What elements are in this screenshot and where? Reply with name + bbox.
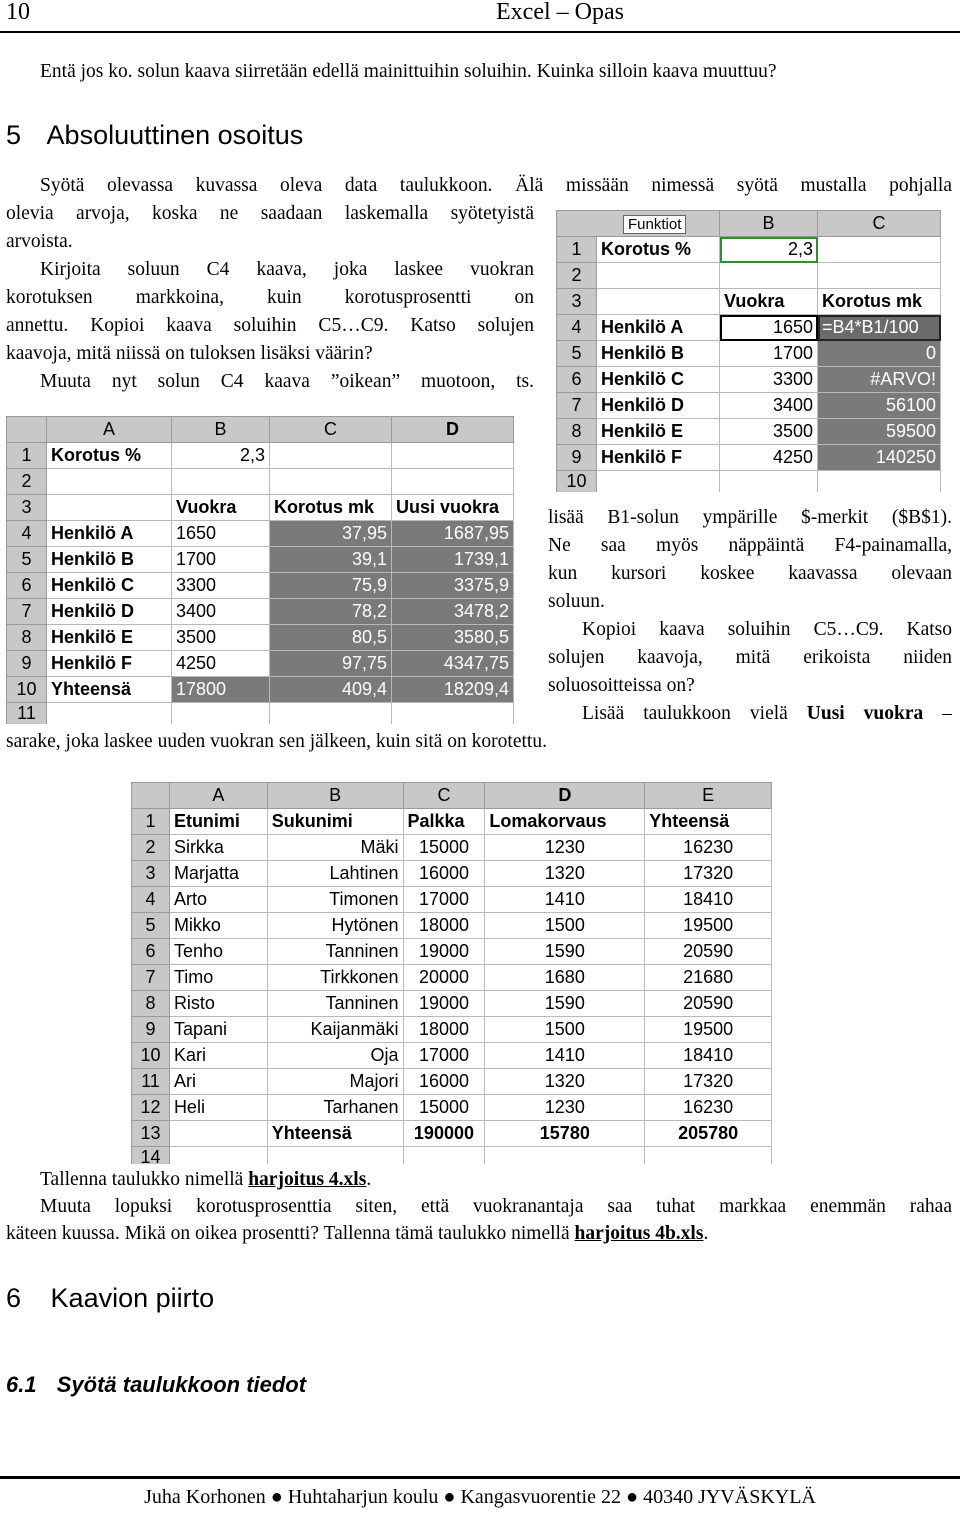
cell[interactable]: =B4*B1/100	[818, 315, 941, 341]
s5-r8-bold: Uusi vuokra	[806, 703, 924, 724]
cell[interactable]: 4250	[172, 651, 270, 677]
cell[interactable]: 1590	[485, 991, 645, 1017]
select-all-corner[interactable]	[132, 783, 170, 809]
col-header-A[interactable]: A	[47, 417, 172, 443]
row-header[interactable]: 14	[132, 1147, 170, 1165]
section-title: Absoluuttinen osoitus	[46, 120, 304, 150]
cell[interactable]: 1739,1	[392, 547, 514, 573]
row-header[interactable]: 5	[557, 341, 597, 367]
bullet-icon: ●	[443, 1486, 461, 1508]
cell[interactable]: 140250	[818, 445, 941, 471]
table-row	[7, 677, 514, 703]
row-header[interactable]: 1	[7, 443, 47, 469]
cell[interactable]: 1500	[485, 913, 645, 939]
cell[interactable]: 1680	[485, 965, 645, 991]
table-row	[132, 1147, 772, 1165]
spreadsheet-salaries	[131, 782, 772, 1164]
save-line1	[40, 1166, 371, 1194]
cell[interactable]	[818, 471, 941, 493]
row-header[interactable]: 1	[557, 237, 597, 263]
table-row	[7, 651, 514, 677]
table-row	[132, 965, 772, 991]
cell[interactable]: 3500	[172, 625, 270, 651]
cell[interactable]: 4347,75	[392, 651, 514, 677]
cell[interactable]: 78,2	[270, 599, 392, 625]
table-row	[557, 471, 941, 493]
s5-r1: lisää B1-solun ympärille $-merkit ($B$1).	[548, 507, 952, 528]
table-row	[7, 495, 514, 521]
spreadsheet-rent-values	[6, 416, 528, 724]
file-name-4: harjoitus 4.xls	[248, 1169, 367, 1190]
cell[interactable]: Henkilö D	[47, 599, 172, 625]
cell[interactable]: 17000	[403, 887, 485, 913]
col-header-D[interactable]: D	[392, 417, 514, 443]
cell[interactable]: 1410	[485, 1043, 645, 1069]
table-row	[132, 939, 772, 965]
table-row	[7, 703, 514, 725]
row-header[interactable]: 4	[7, 521, 47, 547]
save-line2: Muuta lopuksi korotusprosenttia siten, että vuokranantaja saa tuhat markkaa enemmän rahaa	[40, 1196, 952, 1217]
cell[interactable]: 20590	[645, 939, 772, 965]
cell[interactable]: Heli	[169, 1095, 267, 1121]
s5-r7: soluosoitteissa on?	[548, 675, 695, 696]
cell[interactable]	[720, 471, 818, 493]
cell[interactable]: 37,95	[270, 521, 392, 547]
s5-p2-line4: kaavoja, mitä niissä on tuloksen lisäksi väärin?	[6, 343, 373, 364]
section-number: 6	[6, 1283, 22, 1313]
row-header[interactable]: 1	[132, 809, 170, 835]
s5-p2-line1: Kirjoita soluun C4 kaava, joka laskee vuokran	[40, 259, 534, 280]
col-header-A[interactable]: A	[169, 783, 267, 809]
table-row	[557, 263, 941, 289]
cell[interactable]: 3580,5	[392, 625, 514, 651]
select-all-corner[interactable]	[7, 417, 47, 443]
cell[interactable]: Korotus mk	[818, 289, 941, 315]
cell[interactable]: 16000	[403, 1069, 485, 1095]
footer-street: Kangasvuorentie 22	[460, 1486, 621, 1508]
cell[interactable]: Hytönen	[267, 913, 403, 939]
row-header[interactable]: 2	[7, 469, 47, 495]
cell[interactable]: Henkilö F	[597, 445, 720, 471]
row-header[interactable]: 10	[557, 471, 597, 493]
cell[interactable]: Yhteensä	[267, 1121, 403, 1147]
cell[interactable]: 20590	[645, 991, 772, 1017]
cell[interactable]	[818, 263, 941, 289]
row-header[interactable]: 12	[132, 1095, 170, 1121]
row-header[interactable]: 3	[7, 495, 47, 521]
sheet3-grid	[131, 782, 772, 1164]
section-title: Kaavion piirto	[50, 1283, 215, 1313]
s5-r8	[582, 700, 952, 728]
cell[interactable]: Henkilö E	[597, 419, 720, 445]
cell[interactable]: 15780	[485, 1121, 645, 1147]
cell[interactable]: Vuokra	[172, 495, 270, 521]
row-header[interactable]: 13	[132, 1121, 170, 1147]
cell[interactable]: Yhteensä	[47, 677, 172, 703]
table-row	[7, 625, 514, 651]
cell[interactable]: 19500	[645, 913, 772, 939]
cell[interactable]	[172, 469, 270, 495]
cell[interactable]: 0	[818, 341, 941, 367]
row-header[interactable]: 9	[7, 651, 47, 677]
cell[interactable]: 19500	[645, 1017, 772, 1043]
cell[interactable]: Tanninen	[267, 991, 403, 1017]
cell[interactable]	[169, 1147, 267, 1165]
row-header[interactable]: 10	[132, 1043, 170, 1069]
cell[interactable]: 97,75	[270, 651, 392, 677]
row-header[interactable]: 3	[132, 861, 170, 887]
cell[interactable]	[47, 495, 172, 521]
table-row	[557, 367, 941, 393]
footer-rule	[0, 1476, 960, 1479]
page-number: 10	[6, 0, 30, 25]
sheet2-grid	[6, 416, 514, 724]
cell[interactable]: Tanninen	[267, 939, 403, 965]
table-row	[132, 887, 772, 913]
cell[interactable]: 75,9	[270, 573, 392, 599]
cell[interactable]: 3500	[720, 419, 818, 445]
col-header-D[interactable]: D	[485, 783, 645, 809]
row-header[interactable]: 5	[132, 913, 170, 939]
cell[interactable]	[169, 1121, 267, 1147]
table-row	[132, 835, 772, 861]
file-name-4b: harjoitus 4b.xls	[574, 1223, 704, 1244]
s5-p1-line2: olevia arvoja, koska ne saadaan laskemalla syötetyistä	[6, 203, 534, 224]
row-header[interactable]: 7	[557, 393, 597, 419]
table-row	[557, 341, 941, 367]
cell[interactable]: 18000	[403, 913, 485, 939]
cell[interactable]: 3400	[720, 393, 818, 419]
cell[interactable]: Majori	[267, 1069, 403, 1095]
section-number: 5	[6, 120, 22, 150]
cell[interactable]: 15000	[403, 1095, 485, 1121]
s5-p2-line3: annettu. Kopioi kaava soluihin C5…C9. Katso solujen	[6, 315, 534, 336]
cell[interactable]: 1320	[485, 1069, 645, 1095]
cell[interactable]	[597, 471, 720, 493]
subsection-title: Syötä taulukkoon tiedot	[56, 1372, 307, 1397]
cell[interactable]: 3400	[172, 599, 270, 625]
cell[interactable]: Palkka	[403, 809, 485, 835]
cell[interactable]: Mikko	[169, 913, 267, 939]
cell[interactable]: Kaijanmäki	[267, 1017, 403, 1043]
s5-r5: Kopioi kaava soluihin C5…C9. Katso	[582, 619, 952, 640]
cell[interactable]	[597, 289, 720, 315]
s5-r4: soluun.	[548, 591, 605, 612]
table-row	[132, 913, 772, 939]
cell[interactable]	[270, 703, 392, 725]
cell[interactable]: Henkilö A	[597, 315, 720, 341]
cell[interactable]: Tenho	[169, 939, 267, 965]
s5-r2: Ne saa myös näppäintä F4-painamalla,	[548, 535, 952, 556]
cell[interactable]: Henkilö B	[47, 547, 172, 573]
row-header[interactable]: 11	[7, 703, 47, 725]
cell[interactable]: 4250	[720, 445, 818, 471]
cell[interactable]	[270, 443, 392, 469]
cell[interactable]: 1230	[485, 1095, 645, 1121]
cell[interactable]: 1410	[485, 887, 645, 913]
cell[interactable]: Sirkka	[169, 835, 267, 861]
s5-r8-post: –	[923, 703, 952, 724]
row-header[interactable]: 7	[7, 599, 47, 625]
cell[interactable]	[392, 703, 514, 725]
cell[interactable]: 19000	[403, 939, 485, 965]
col-header-E[interactable]: E	[645, 783, 772, 809]
cell[interactable]: Korotus %	[597, 237, 720, 263]
save-line1-post: .	[366, 1169, 372, 1190]
save-line3	[6, 1220, 708, 1248]
s5-p1-line1: Syötä olevassa kuvassa oleva data taulukkoon. Älä missään nimessä syötä mustalla pohjalla	[40, 175, 952, 196]
table-row	[7, 469, 514, 495]
row-header[interactable]: 9	[557, 445, 597, 471]
cell[interactable]: Tarhanen	[267, 1095, 403, 1121]
row-header[interactable]: 2	[132, 835, 170, 861]
cell[interactable]: 15000	[403, 835, 485, 861]
sheet1-grid	[556, 210, 941, 492]
cell[interactable]: 20000	[403, 965, 485, 991]
cell[interactable]: 17800	[172, 677, 270, 703]
row-header[interactable]: 2	[557, 263, 597, 289]
cell[interactable]	[485, 1147, 645, 1165]
cell[interactable]: Oja	[267, 1043, 403, 1069]
cell[interactable]: 18410	[645, 1043, 772, 1069]
cell[interactable]: 2,3	[720, 237, 818, 263]
cell[interactable]: #ARVO!	[818, 367, 941, 393]
cell[interactable]: 17000	[403, 1043, 485, 1069]
s5-r3: kun kursori koskee kaavassa olevaan	[548, 563, 952, 584]
cell[interactable]	[270, 469, 392, 495]
cell[interactable]: Kari	[169, 1043, 267, 1069]
save-line1-pre: Tallenna taulukko nimellä	[40, 1169, 249, 1190]
cell[interactable]: 2,3	[172, 443, 270, 469]
s5-p1-line3: arvoista.	[6, 231, 73, 252]
row-header[interactable]: 4	[557, 315, 597, 341]
cell[interactable]: 409,4	[270, 677, 392, 703]
cell[interactable]	[818, 237, 941, 263]
table-row	[557, 445, 941, 471]
cell[interactable]: 1700	[720, 341, 818, 367]
table-row	[7, 573, 514, 599]
table-row	[132, 1043, 772, 1069]
table-row	[557, 393, 941, 419]
col-header-B[interactable]: B	[720, 211, 818, 237]
cell[interactable]	[645, 1147, 772, 1165]
name-box[interactable]	[557, 211, 720, 237]
cell[interactable]: Lahtinen	[267, 861, 403, 887]
table-row	[132, 1095, 772, 1121]
footer-school: Huhtaharjun koulu	[287, 1486, 439, 1508]
table-row	[132, 991, 772, 1017]
cell[interactable]: Henkilö D	[597, 393, 720, 419]
row-header[interactable]: 10	[7, 677, 47, 703]
cell[interactable]	[403, 1147, 485, 1165]
page-header-title: Excel – Opas	[496, 0, 624, 25]
s5-r8-pre: Lisää taulukkoon vielä	[582, 703, 807, 724]
row-header[interactable]: 6	[557, 367, 597, 393]
row-header[interactable]: 8	[132, 991, 170, 1017]
cell[interactable]	[720, 263, 818, 289]
cell[interactable]: 17320	[645, 1069, 772, 1095]
s5-p2-line2: korotuksen markkoina, kuin korotusprosentti on	[6, 287, 534, 308]
row-header[interactable]: 5	[7, 547, 47, 573]
row-header[interactable]: 11	[132, 1069, 170, 1095]
cell[interactable]: 59500	[818, 419, 941, 445]
save-line3-post: .	[703, 1223, 709, 1244]
name-box-label: Funktiot	[623, 215, 686, 234]
spreadsheet-formula-view	[556, 210, 960, 496]
cell[interactable]: Timonen	[267, 887, 403, 913]
cell[interactable]	[392, 443, 514, 469]
cell[interactable]: 17320	[645, 861, 772, 887]
cell[interactable]	[392, 469, 514, 495]
cell[interactable]: 80,5	[270, 625, 392, 651]
cell[interactable]: Risto	[169, 991, 267, 1017]
table-row	[557, 237, 941, 263]
cell[interactable]: 1230	[485, 835, 645, 861]
cell[interactable]: Henkilö C	[597, 367, 720, 393]
section-5-heading	[6, 118, 303, 152]
col-header-B[interactable]: B	[172, 417, 270, 443]
row-header[interactable]: 8	[7, 625, 47, 651]
cell[interactable]: Henkilö E	[47, 625, 172, 651]
cell[interactable]: Timo	[169, 965, 267, 991]
cell[interactable]: 18209,4	[392, 677, 514, 703]
s5-p3-line1: Muuta nyt solun C4 kaava ”oikean” muotoon, ts.	[40, 371, 534, 392]
table-row	[132, 1069, 772, 1095]
cell[interactable]: 39,1	[270, 547, 392, 573]
cell[interactable]	[47, 469, 172, 495]
page-header	[0, 0, 960, 30]
cell[interactable]: 19000	[403, 991, 485, 1017]
cell[interactable]: 3300	[720, 367, 818, 393]
table-row	[7, 547, 514, 573]
table-row	[132, 1121, 772, 1147]
cell[interactable]: 1650	[720, 315, 818, 341]
row-header[interactable]: 8	[557, 419, 597, 445]
cell[interactable]: Korotus mk	[270, 495, 392, 521]
bullet-icon: ●	[625, 1486, 644, 1508]
cell[interactable]: 1700	[172, 547, 270, 573]
page-footer	[0, 1484, 960, 1512]
cell[interactable]: 3300	[172, 573, 270, 599]
cell[interactable]: Etunimi	[169, 809, 267, 835]
footer-city: 40340 JYVÄSKYLÄ	[643, 1486, 816, 1508]
cell[interactable]: 56100	[818, 393, 941, 419]
cell[interactable]: 3478,2	[392, 599, 514, 625]
cell[interactable]: 21680	[645, 965, 772, 991]
cell[interactable]: 3375,9	[392, 573, 514, 599]
section-6-1-heading	[6, 1371, 306, 1399]
intro-paragraph: Entä jos ko. solun kaava siirretään edellä mainittuihin soluihin. Kuinka silloin kaava muuttuu?	[40, 61, 777, 82]
cell[interactable]: 1687,95	[392, 521, 514, 547]
table-row	[7, 443, 514, 469]
col-header-C[interactable]: C	[270, 417, 392, 443]
save-line3-pre: käteen kuussa. Mikä on oikea prosentti? Tallenna tämä taulukko nimellä	[6, 1223, 575, 1244]
cell[interactable]: Ari	[169, 1069, 267, 1095]
footer-author: Juha Korhonen	[144, 1486, 266, 1508]
cell[interactable]: 1590	[485, 939, 645, 965]
cell[interactable]: 16000	[403, 861, 485, 887]
bullet-icon: ●	[270, 1486, 288, 1508]
row-header[interactable]: 4	[132, 887, 170, 913]
cell[interactable]: Vuokra	[720, 289, 818, 315]
col-header-C[interactable]: C	[403, 783, 485, 809]
row-header[interactable]: 7	[132, 965, 170, 991]
cell[interactable]: Mäki	[267, 835, 403, 861]
cell[interactable]: 1320	[485, 861, 645, 887]
cell[interactable]: Henkilö F	[47, 651, 172, 677]
table-row	[7, 599, 514, 625]
cell[interactable]: 1650	[172, 521, 270, 547]
table-row	[557, 315, 941, 341]
col-header-B[interactable]: B	[267, 783, 403, 809]
cell[interactable]	[47, 703, 172, 725]
cell[interactable]: 205780	[645, 1121, 772, 1147]
subsection-number: 6.1	[6, 1372, 37, 1397]
cell[interactable]: Korotus %	[47, 443, 172, 469]
cell[interactable]: Tapani	[169, 1017, 267, 1043]
cell[interactable]: 16230	[645, 835, 772, 861]
cell[interactable]: Arto	[169, 887, 267, 913]
table-row	[132, 809, 772, 835]
cell[interactable]: 190000	[403, 1121, 485, 1147]
cell[interactable]: Henkilö B	[597, 341, 720, 367]
row-header[interactable]: 6	[132, 939, 170, 965]
cell[interactable]	[267, 1147, 403, 1165]
cell[interactable]: 18410	[645, 887, 772, 913]
cell[interactable]: 16230	[645, 1095, 772, 1121]
cell[interactable]: Sukunimi	[267, 809, 403, 835]
table-row	[557, 289, 941, 315]
row-header[interactable]: 3	[557, 289, 597, 315]
row-header[interactable]: 6	[7, 573, 47, 599]
table-row	[557, 419, 941, 445]
cell[interactable]	[172, 703, 270, 725]
cell[interactable]: Lomakorvaus	[485, 809, 645, 835]
s5-r9: sarake, joka laskee uuden vuokran sen jälkeen, kuin sitä on korotettu.	[6, 731, 547, 752]
header-rule	[0, 31, 960, 33]
cell[interactable]: 18000	[403, 1017, 485, 1043]
cell[interactable]: Marjatta	[169, 861, 267, 887]
cell[interactable]: 1500	[485, 1017, 645, 1043]
table-row	[7, 521, 514, 547]
section-6-heading	[6, 1281, 214, 1315]
cell[interactable]: Henkilö C	[47, 573, 172, 599]
cell[interactable]: Tirkkonen	[267, 965, 403, 991]
cell[interactable]: Henkilö A	[47, 521, 172, 547]
cell[interactable]	[597, 263, 720, 289]
s5-r6: solujen kaavoja, mitä erikoista niiden	[548, 647, 952, 668]
table-row	[132, 1017, 772, 1043]
cell[interactable]: Uusi vuokra	[392, 495, 514, 521]
cell[interactable]: Yhteensä	[645, 809, 772, 835]
table-row	[132, 861, 772, 887]
col-header-C[interactable]: C	[818, 211, 941, 237]
row-header[interactable]: 9	[132, 1017, 170, 1043]
